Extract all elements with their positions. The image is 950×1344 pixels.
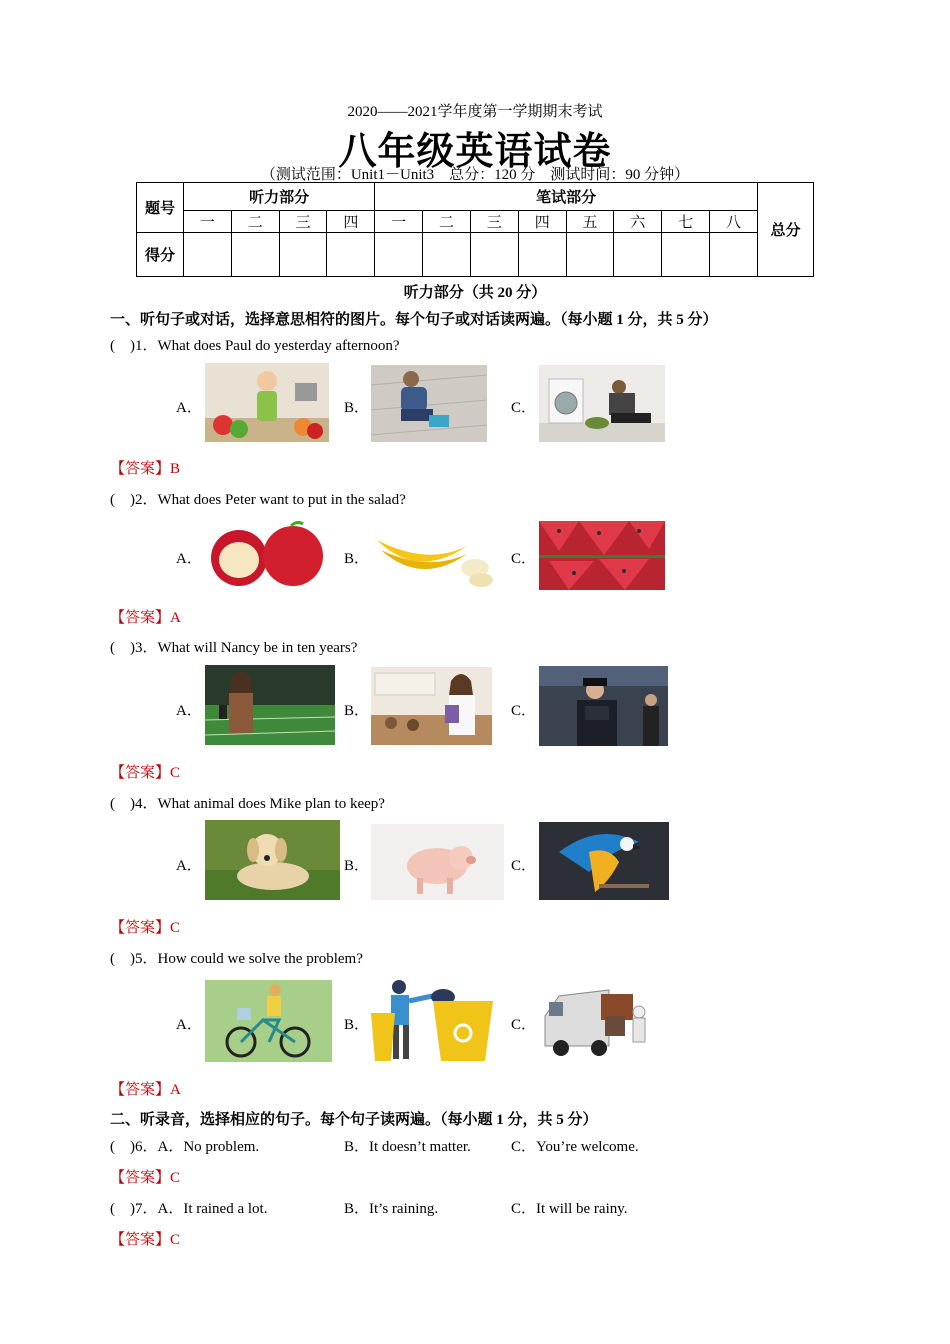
total-header: 总分 bbox=[758, 183, 814, 277]
option-a-label: A． bbox=[176, 551, 202, 567]
answer-2: 【答案】A bbox=[110, 610, 181, 626]
option-c-label: C． bbox=[511, 1017, 537, 1033]
option-a-label: A． bbox=[176, 400, 202, 416]
sweeping-boy-image[interactable] bbox=[371, 365, 487, 442]
option-b-label: B． bbox=[344, 1017, 370, 1033]
answer-4: 【答案】C bbox=[110, 920, 181, 936]
police-officer-image[interactable] bbox=[539, 666, 668, 746]
exam-range: （测试范围：Unit1－Unit3 总分：120 分 测试时间：90 分钟） bbox=[260, 167, 690, 183]
option-a-label: A． bbox=[176, 858, 202, 874]
bicycle-image[interactable] bbox=[205, 980, 332, 1062]
cooking-boy-image[interactable] bbox=[205, 363, 329, 442]
option-b-label: B． bbox=[344, 858, 370, 874]
section2-title: 二、听录音，选择相应的句子。每个句子读两遍。（每小题 1 分，共 5 分） bbox=[110, 1112, 598, 1128]
score-cell[interactable] bbox=[662, 233, 710, 277]
writing-part: 一 bbox=[375, 211, 423, 233]
listening-header: 听力部分 bbox=[184, 183, 375, 211]
exam-subtitle: 2020——2021学年度第一学期期末考试 bbox=[347, 104, 603, 120]
recycling-bins-image[interactable] bbox=[371, 975, 495, 1062]
option-b-label: B． bbox=[344, 400, 370, 416]
score-cell[interactable] bbox=[710, 233, 758, 277]
score-cell[interactable] bbox=[231, 233, 279, 277]
writing-part: 五 bbox=[566, 211, 614, 233]
question-2: ( )2．What does Peter want to put in the salad? bbox=[110, 492, 406, 508]
option-c-label: C． bbox=[511, 551, 537, 567]
score-cell[interactable] bbox=[518, 233, 566, 277]
answer-5: 【答案】A bbox=[110, 1082, 181, 1098]
question-4: ( )4．What animal does Mike plan to keep? bbox=[110, 796, 385, 812]
option-c-label: C． bbox=[511, 400, 537, 416]
option-c-label: C． bbox=[511, 858, 537, 874]
listening-section-title: 听力部分（共 20 分） bbox=[403, 285, 547, 301]
option-b-label: B． bbox=[344, 551, 370, 567]
answer-7: 【答案】C bbox=[110, 1232, 181, 1248]
reporter-image[interactable] bbox=[205, 665, 335, 745]
score-cell[interactable] bbox=[184, 233, 232, 277]
apple-image[interactable] bbox=[205, 520, 329, 590]
teacher-image[interactable] bbox=[371, 667, 492, 745]
score-cell[interactable] bbox=[375, 233, 423, 277]
option-b-label: B． bbox=[344, 703, 370, 719]
question-6-option-b: B．It doesn’t matter. bbox=[344, 1139, 471, 1155]
question-6: ( )6．A．No problem. bbox=[110, 1139, 260, 1155]
parrot-image[interactable] bbox=[539, 822, 669, 900]
laundry-man-image[interactable] bbox=[539, 365, 665, 442]
writing-part: 四 bbox=[518, 211, 566, 233]
writing-part: 三 bbox=[470, 211, 518, 233]
question-6-option-c: C．You’re welcome. bbox=[511, 1139, 639, 1155]
listening-part: 一 bbox=[184, 211, 232, 233]
question-1: ( )1．What does Paul do yesterday afternoon? bbox=[110, 338, 400, 354]
banana-image[interactable] bbox=[371, 520, 497, 590]
listening-part: 二 bbox=[231, 211, 279, 233]
listening-part: 三 bbox=[279, 211, 327, 233]
answer-6: 【答案】C bbox=[110, 1170, 181, 1186]
score-cell[interactable] bbox=[279, 233, 327, 277]
pig-image[interactable] bbox=[371, 824, 504, 900]
section1-title: 一、听句子或对话，选择意思相符的图片。每个句子或对话读两遍。（每小题 1 分，共 5 分） bbox=[110, 312, 718, 328]
question-3: ( )3．What will Nancy be in ten years? bbox=[110, 640, 358, 656]
score-row-header: 得分 bbox=[137, 233, 184, 277]
writing-part: 二 bbox=[423, 211, 471, 233]
score-cell[interactable] bbox=[327, 233, 375, 277]
exam-title: 八年级英语试卷 bbox=[338, 131, 612, 173]
answer-1: 【答案】B bbox=[110, 461, 181, 477]
question-7-option-b: B．It’s raining. bbox=[344, 1201, 439, 1217]
listening-part: 四 bbox=[327, 211, 375, 233]
option-a-label: A． bbox=[176, 703, 202, 719]
score-table bbox=[136, 182, 814, 277]
option-a-label: A． bbox=[176, 1017, 202, 1033]
answer-3: 【答案】C bbox=[110, 765, 181, 781]
score-cell[interactable] bbox=[423, 233, 471, 277]
writing-part: 六 bbox=[614, 211, 662, 233]
writing-header: 笔试部分 bbox=[375, 183, 758, 211]
question-5: ( )5．How could we solve the problem? bbox=[110, 951, 363, 967]
score-cell[interactable] bbox=[470, 233, 518, 277]
writing-part: 七 bbox=[662, 211, 710, 233]
writing-part: 八 bbox=[710, 211, 758, 233]
question-number-header: 题号 bbox=[137, 183, 184, 233]
dog-image[interactable] bbox=[205, 820, 340, 900]
watermelon-image[interactable] bbox=[539, 521, 665, 590]
moving-van-image[interactable] bbox=[539, 976, 659, 1062]
score-cell[interactable] bbox=[566, 233, 614, 277]
question-7-option-c: C．It will be rainy. bbox=[511, 1201, 628, 1217]
score-cell[interactable] bbox=[614, 233, 662, 277]
option-c-label: C． bbox=[511, 703, 537, 719]
question-7: ( )7．A．It rained a lot. bbox=[110, 1201, 268, 1217]
